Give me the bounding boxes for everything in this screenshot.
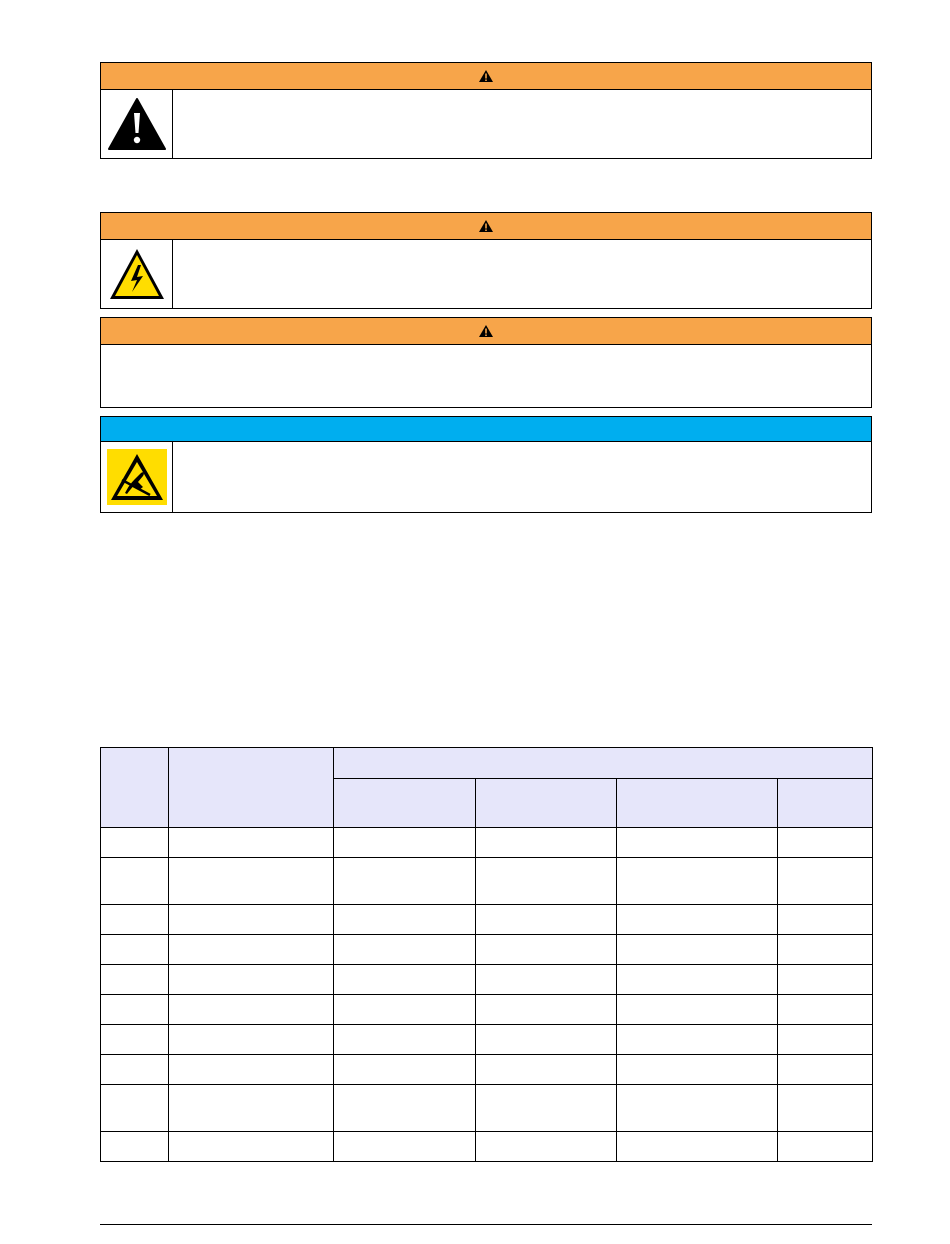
table-cell xyxy=(476,905,617,935)
warning-triangle-icon xyxy=(478,69,494,83)
table-row xyxy=(101,1085,873,1132)
warning-header xyxy=(101,213,871,240)
spec-table xyxy=(100,747,873,1162)
warning-triangle-icon xyxy=(478,324,494,338)
warning-notice-3 xyxy=(100,317,872,408)
table-cell xyxy=(169,1085,334,1132)
table-cell xyxy=(617,858,778,905)
table-cell xyxy=(101,905,169,935)
table-cell xyxy=(101,935,169,965)
table-cell xyxy=(334,935,476,965)
table-row xyxy=(101,858,873,905)
table-cell xyxy=(334,858,476,905)
table-group-header xyxy=(334,748,873,779)
table-cell xyxy=(617,1055,778,1085)
electrical-hazard-icon xyxy=(108,247,166,301)
table-cell xyxy=(778,995,873,1025)
table-cell xyxy=(334,995,476,1025)
table-cell xyxy=(778,935,873,965)
table-cell xyxy=(169,1132,334,1162)
table-cell xyxy=(476,1055,617,1085)
table-cell xyxy=(476,1085,617,1132)
notice-text xyxy=(173,442,871,512)
table-cell xyxy=(101,1025,169,1055)
table-cell xyxy=(617,905,778,935)
table-cell xyxy=(169,995,334,1025)
table-cell xyxy=(617,935,778,965)
table-cell xyxy=(101,995,169,1025)
table-header-cell xyxy=(476,779,617,828)
esd-hazard-icon xyxy=(107,449,167,505)
warning-triangle-icon xyxy=(478,219,494,233)
table-cell xyxy=(476,935,617,965)
table-cell xyxy=(169,1055,334,1085)
table-cell xyxy=(101,858,169,905)
table-header-cell xyxy=(617,779,778,828)
table-cell xyxy=(476,965,617,995)
table-row xyxy=(101,935,873,965)
table-cell xyxy=(169,935,334,965)
table-cell xyxy=(476,828,617,858)
notice-text xyxy=(101,345,871,407)
table-cell xyxy=(101,1055,169,1085)
table-cell xyxy=(778,1132,873,1162)
table-cell xyxy=(778,1055,873,1085)
table-cell xyxy=(334,1025,476,1055)
table-cell xyxy=(778,905,873,935)
table-cell xyxy=(101,965,169,995)
table-header-cell xyxy=(778,779,873,828)
notice-header xyxy=(101,417,871,442)
warning-triangle-icon xyxy=(107,97,167,151)
table-cell xyxy=(778,858,873,905)
table-row xyxy=(101,1055,873,1085)
table-cell xyxy=(169,965,334,995)
table-row xyxy=(101,905,873,935)
table-cell xyxy=(334,828,476,858)
table-cell xyxy=(334,905,476,935)
table-cell xyxy=(617,1085,778,1132)
table-header-cell xyxy=(334,779,476,828)
table-cell xyxy=(617,965,778,995)
warning-header xyxy=(101,318,871,345)
table-row xyxy=(101,1025,873,1055)
table-cell xyxy=(617,995,778,1025)
table-cell xyxy=(778,828,873,858)
notice-4 xyxy=(100,416,872,513)
table-cell xyxy=(476,1132,617,1162)
table-cell xyxy=(169,858,334,905)
table-cell xyxy=(617,828,778,858)
table-cell xyxy=(334,1055,476,1085)
table-cell xyxy=(778,965,873,995)
table-cell xyxy=(617,1025,778,1055)
table-cell xyxy=(169,905,334,935)
notice-icon-cell xyxy=(101,90,173,158)
table-cell xyxy=(778,1025,873,1055)
table-header-cell xyxy=(169,748,334,828)
table-cell xyxy=(101,828,169,858)
notice-icon-cell xyxy=(101,442,173,512)
footer-rule xyxy=(100,1224,872,1225)
table-cell xyxy=(334,1132,476,1162)
table-row xyxy=(101,995,873,1025)
table-cell xyxy=(334,1085,476,1132)
table-row xyxy=(101,965,873,995)
table-cell xyxy=(778,1085,873,1132)
notice-text xyxy=(173,90,871,158)
notice-text xyxy=(173,240,871,308)
notice-icon-cell xyxy=(101,240,173,308)
table-cell xyxy=(476,1025,617,1055)
table-cell xyxy=(101,1085,169,1132)
table-cell xyxy=(101,1132,169,1162)
table-cell xyxy=(476,995,617,1025)
table-cell xyxy=(169,828,334,858)
table-row xyxy=(101,828,873,858)
table-body xyxy=(101,828,873,1162)
warning-notice-1 xyxy=(100,62,872,159)
warning-header xyxy=(101,63,871,90)
table-header-cell xyxy=(101,748,169,828)
table-cell xyxy=(169,1025,334,1055)
table-cell xyxy=(476,858,617,905)
table-cell xyxy=(617,1132,778,1162)
table-row xyxy=(101,1132,873,1162)
table-cell xyxy=(334,965,476,995)
warning-notice-2 xyxy=(100,212,872,309)
